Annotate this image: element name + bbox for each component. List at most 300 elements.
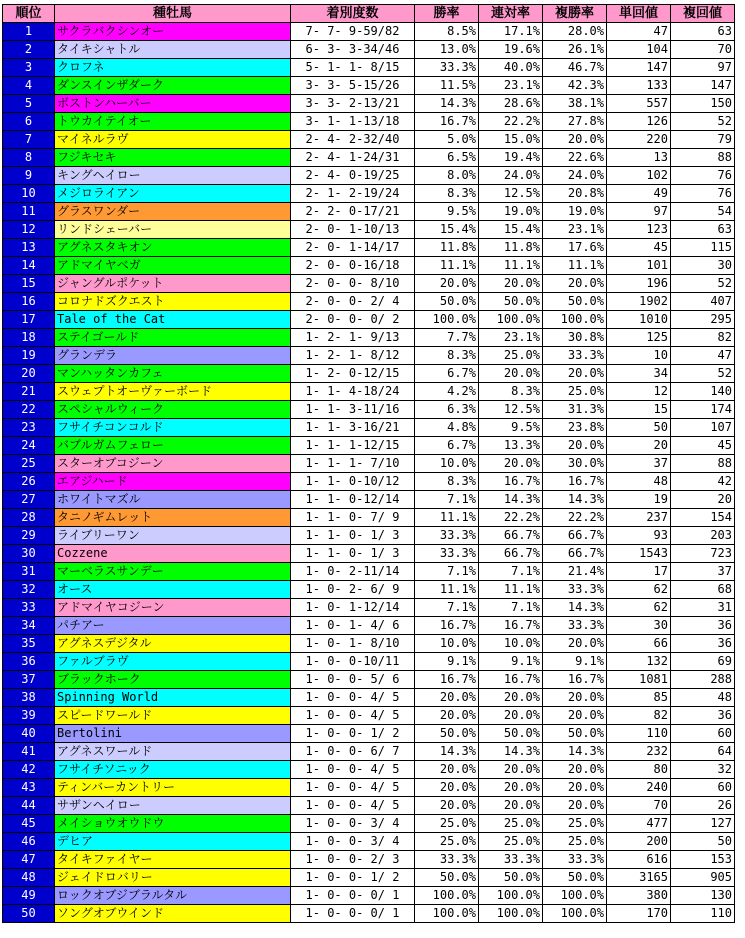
win-return-cell: 101	[607, 257, 671, 275]
record-cell: 1- 2- 0-12/15	[291, 365, 415, 383]
table-row	[3, 59, 735, 77]
show-rate-cell: 50.0%	[543, 725, 607, 743]
show-return-cell: 52	[671, 275, 735, 293]
rank-cell: 40	[3, 725, 55, 743]
show-rate-cell: 14.3%	[543, 599, 607, 617]
header-rank: 順位	[3, 5, 55, 23]
quinella-rate-cell: 25.0%	[479, 347, 543, 365]
show-rate-cell: 19.0%	[543, 203, 607, 221]
win-rate-cell: 20.0%	[415, 761, 479, 779]
table-row	[3, 527, 735, 545]
win-return-cell: 200	[607, 833, 671, 851]
table-row	[3, 743, 735, 761]
show-rate-cell: 33.3%	[543, 581, 607, 599]
show-return-cell: 905	[671, 869, 735, 887]
win-rate-cell: 33.3%	[415, 527, 479, 545]
win-rate-cell: 100.0%	[415, 905, 479, 923]
rank-cell: 8	[3, 149, 55, 167]
show-return-cell: 115	[671, 239, 735, 257]
show-rate-cell: 20.0%	[543, 797, 607, 815]
win-return-cell: 477	[607, 815, 671, 833]
sire-name-cell: アグネスデジタル	[55, 635, 291, 653]
win-rate-cell: 33.3%	[415, 851, 479, 869]
record-cell: 1- 0- 1- 8/10	[291, 635, 415, 653]
win-return-cell: 380	[607, 887, 671, 905]
table-row	[3, 779, 735, 797]
record-cell: 1- 2- 1- 8/12	[291, 347, 415, 365]
table-row	[3, 599, 735, 617]
quinella-rate-cell: 20.0%	[479, 707, 543, 725]
win-rate-cell: 7.1%	[415, 491, 479, 509]
show-return-cell: 70	[671, 41, 735, 59]
win-rate-cell: 11.5%	[415, 77, 479, 95]
quinella-rate-cell: 19.4%	[479, 149, 543, 167]
win-return-cell: 133	[607, 77, 671, 95]
table-row	[3, 797, 735, 815]
sire-name-cell: デヒア	[55, 833, 291, 851]
win-rate-cell: 25.0%	[415, 833, 479, 851]
record-cell: 1- 0- 1- 4/ 6	[291, 617, 415, 635]
sire-name-cell: スターオブコジーン	[55, 455, 291, 473]
sire-name-cell: ソングオブウインド	[55, 905, 291, 923]
rank-cell: 19	[3, 347, 55, 365]
record-cell: 1- 1- 0- 1/ 3	[291, 527, 415, 545]
quinella-rate-cell: 14.3%	[479, 491, 543, 509]
sire-name-cell: オース	[55, 581, 291, 599]
win-rate-cell: 14.3%	[415, 95, 479, 113]
sire-name-cell: フサイチコンコルド	[55, 419, 291, 437]
win-return-cell: 232	[607, 743, 671, 761]
show-rate-cell: 17.6%	[543, 239, 607, 257]
win-rate-cell: 8.5%	[415, 23, 479, 41]
show-return-cell: 68	[671, 581, 735, 599]
rank-cell: 25	[3, 455, 55, 473]
win-rate-cell: 7.7%	[415, 329, 479, 347]
win-return-cell: 10	[607, 347, 671, 365]
show-return-cell: 45	[671, 437, 735, 455]
sire-name-cell: スウェプトオーヴァーボード	[55, 383, 291, 401]
record-cell: 3- 3- 2-13/21	[291, 95, 415, 113]
win-rate-cell: 100.0%	[415, 887, 479, 905]
win-rate-cell: 16.7%	[415, 113, 479, 131]
table-row	[3, 437, 735, 455]
sire-name-cell: ジャングルポケット	[55, 275, 291, 293]
sire-name-cell: ダンスインザダーク	[55, 77, 291, 95]
win-return-cell: 62	[607, 599, 671, 617]
rank-cell: 18	[3, 329, 55, 347]
win-return-cell: 93	[607, 527, 671, 545]
show-rate-cell: 38.1%	[543, 95, 607, 113]
header-win-return: 単回値	[607, 5, 671, 23]
rank-cell: 6	[3, 113, 55, 131]
quinella-rate-cell: 14.3%	[479, 743, 543, 761]
sire-name-cell: ジェイドロバリー	[55, 869, 291, 887]
rank-cell: 42	[3, 761, 55, 779]
sire-name-cell: グランデラ	[55, 347, 291, 365]
show-rate-cell: 27.8%	[543, 113, 607, 131]
show-rate-cell: 30.0%	[543, 455, 607, 473]
rank-cell: 46	[3, 833, 55, 851]
show-return-cell: 36	[671, 635, 735, 653]
show-rate-cell: 20.0%	[543, 437, 607, 455]
rank-cell: 5	[3, 95, 55, 113]
rank-cell: 22	[3, 401, 55, 419]
win-return-cell: 3165	[607, 869, 671, 887]
win-rate-cell: 8.3%	[415, 347, 479, 365]
record-cell: 1- 1- 0-10/12	[291, 473, 415, 491]
sire-name-cell: ロックオブジブラルタル	[55, 887, 291, 905]
sire-name-cell: Tale of the Cat	[55, 311, 291, 329]
rank-cell: 48	[3, 869, 55, 887]
table-row	[3, 167, 735, 185]
record-cell: 2- 0- 1-14/17	[291, 239, 415, 257]
record-cell: 1- 0- 0- 2/ 3	[291, 851, 415, 869]
win-rate-cell: 20.0%	[415, 707, 479, 725]
show-rate-cell: 100.0%	[543, 905, 607, 923]
win-return-cell: 1081	[607, 671, 671, 689]
win-return-cell: 15	[607, 401, 671, 419]
win-return-cell: 125	[607, 329, 671, 347]
win-return-cell: 50	[607, 419, 671, 437]
quinella-rate-cell: 20.0%	[479, 275, 543, 293]
quinella-rate-cell: 16.7%	[479, 671, 543, 689]
show-rate-cell: 42.3%	[543, 77, 607, 95]
win-rate-cell: 11.1%	[415, 581, 479, 599]
show-return-cell: 26	[671, 797, 735, 815]
rank-cell: 15	[3, 275, 55, 293]
win-return-cell: 1010	[607, 311, 671, 329]
sire-name-cell: スペシャルウィーク	[55, 401, 291, 419]
show-return-cell: 127	[671, 815, 735, 833]
table-row	[3, 347, 735, 365]
show-rate-cell: 16.7%	[543, 473, 607, 491]
win-rate-cell: 8.3%	[415, 185, 479, 203]
win-rate-cell: 20.0%	[415, 779, 479, 797]
show-return-cell: 63	[671, 23, 735, 41]
quinella-rate-cell: 19.6%	[479, 41, 543, 59]
show-return-cell: 407	[671, 293, 735, 311]
table-row	[3, 509, 735, 527]
show-rate-cell: 100.0%	[543, 311, 607, 329]
record-cell: 1- 0- 0- 5/ 6	[291, 671, 415, 689]
win-return-cell: 237	[607, 509, 671, 527]
win-return-cell: 123	[607, 221, 671, 239]
table-body	[3, 23, 735, 923]
show-return-cell: 50	[671, 833, 735, 851]
sire-name-cell: グラスワンダー	[55, 203, 291, 221]
rank-cell: 26	[3, 473, 55, 491]
rank-cell: 33	[3, 599, 55, 617]
table-row	[3, 671, 735, 689]
record-cell: 1- 0- 0- 1/ 2	[291, 725, 415, 743]
table-row	[3, 653, 735, 671]
quinella-rate-cell: 50.0%	[479, 293, 543, 311]
show-return-cell: 69	[671, 653, 735, 671]
record-cell: 1- 0- 0- 4/ 5	[291, 779, 415, 797]
quinella-rate-cell: 20.0%	[479, 455, 543, 473]
show-return-cell: 37	[671, 563, 735, 581]
record-cell: 3- 1- 1-13/18	[291, 113, 415, 131]
quinella-rate-cell: 8.3%	[479, 383, 543, 401]
show-return-cell: 79	[671, 131, 735, 149]
sire-name-cell: タイキファイヤー	[55, 851, 291, 869]
quinella-rate-cell: 22.2%	[479, 509, 543, 527]
show-return-cell: 130	[671, 887, 735, 905]
record-cell: 1- 1- 0- 7/ 9	[291, 509, 415, 527]
header-show-rate: 複勝率	[543, 5, 607, 23]
show-rate-cell: 100.0%	[543, 887, 607, 905]
show-rate-cell: 46.7%	[543, 59, 607, 77]
win-return-cell: 196	[607, 275, 671, 293]
show-return-cell: 36	[671, 707, 735, 725]
record-cell: 6- 3- 3-34/46	[291, 41, 415, 59]
table-row	[3, 419, 735, 437]
show-rate-cell: 33.3%	[543, 851, 607, 869]
win-rate-cell: 20.0%	[415, 275, 479, 293]
quinella-rate-cell: 20.0%	[479, 797, 543, 815]
quinella-rate-cell: 19.0%	[479, 203, 543, 221]
table-row	[3, 473, 735, 491]
table-row	[3, 689, 735, 707]
show-return-cell: 52	[671, 365, 735, 383]
quinella-rate-cell: 15.0%	[479, 131, 543, 149]
win-return-cell: 104	[607, 41, 671, 59]
table-row	[3, 149, 735, 167]
table-row	[3, 635, 735, 653]
table-row	[3, 275, 735, 293]
show-return-cell: 32	[671, 761, 735, 779]
record-cell: 1- 0- 0- 3/ 4	[291, 815, 415, 833]
record-cell: 7- 7- 9-59/82	[291, 23, 415, 41]
table-row	[3, 41, 735, 59]
sire-name-cell: アドマイヤベガ	[55, 257, 291, 275]
show-rate-cell: 30.8%	[543, 329, 607, 347]
win-rate-cell: 6.7%	[415, 437, 479, 455]
show-return-cell: 47	[671, 347, 735, 365]
quinella-rate-cell: 17.1%	[479, 23, 543, 41]
show-return-cell: 147	[671, 77, 735, 95]
show-return-cell: 30	[671, 257, 735, 275]
win-return-cell: 45	[607, 239, 671, 257]
record-cell: 1- 0- 1-12/14	[291, 599, 415, 617]
win-return-cell: 170	[607, 905, 671, 923]
sire-name-cell: ボストンハーバー	[55, 95, 291, 113]
rank-cell: 29	[3, 527, 55, 545]
quinella-rate-cell: 100.0%	[479, 887, 543, 905]
show-return-cell: 88	[671, 455, 735, 473]
quinella-rate-cell: 11.1%	[479, 257, 543, 275]
rank-cell: 44	[3, 797, 55, 815]
record-cell: 5- 1- 1- 8/15	[291, 59, 415, 77]
record-cell: 1- 0- 0- 4/ 5	[291, 707, 415, 725]
quinella-rate-cell: 16.7%	[479, 617, 543, 635]
table-row	[3, 185, 735, 203]
table-row	[3, 491, 735, 509]
show-return-cell: 203	[671, 527, 735, 545]
rank-cell: 7	[3, 131, 55, 149]
record-cell: 1- 0- 0- 0/ 1	[291, 887, 415, 905]
win-rate-cell: 5.0%	[415, 131, 479, 149]
show-return-cell: 36	[671, 617, 735, 635]
rank-cell: 28	[3, 509, 55, 527]
record-cell: 1- 0- 0- 4/ 5	[291, 797, 415, 815]
rank-cell: 1	[3, 23, 55, 41]
quinella-rate-cell: 9.5%	[479, 419, 543, 437]
quinella-rate-cell: 28.6%	[479, 95, 543, 113]
sire-name-cell: フサイチソニック	[55, 761, 291, 779]
record-cell: 1- 0- 2- 6/ 9	[291, 581, 415, 599]
show-rate-cell: 20.8%	[543, 185, 607, 203]
table-row	[3, 365, 735, 383]
sire-name-cell: Spinning World	[55, 689, 291, 707]
win-return-cell: 80	[607, 761, 671, 779]
record-cell: 2- 4- 0-19/25	[291, 167, 415, 185]
table-row	[3, 329, 735, 347]
table-row	[3, 725, 735, 743]
win-return-cell: 34	[607, 365, 671, 383]
show-return-cell: 20	[671, 491, 735, 509]
table-row	[3, 221, 735, 239]
record-cell: 1- 0- 0- 4/ 5	[291, 761, 415, 779]
rank-cell: 10	[3, 185, 55, 203]
quinella-rate-cell: 66.7%	[479, 527, 543, 545]
table-row	[3, 113, 735, 131]
show-return-cell: 140	[671, 383, 735, 401]
sire-name-cell: リンドシェーバー	[55, 221, 291, 239]
rank-cell: 13	[3, 239, 55, 257]
table-row	[3, 707, 735, 725]
rank-cell: 4	[3, 77, 55, 95]
show-return-cell: 153	[671, 851, 735, 869]
win-return-cell: 110	[607, 725, 671, 743]
record-cell: 1- 0- 0- 4/ 5	[291, 689, 415, 707]
rank-cell: 21	[3, 383, 55, 401]
show-rate-cell: 23.1%	[543, 221, 607, 239]
quinella-rate-cell: 7.1%	[479, 599, 543, 617]
show-rate-cell: 28.0%	[543, 23, 607, 41]
win-return-cell: 85	[607, 689, 671, 707]
win-return-cell: 12	[607, 383, 671, 401]
sire-name-cell: ブラックホーク	[55, 671, 291, 689]
sire-name-cell: ファルブラヴ	[55, 653, 291, 671]
table-row	[3, 131, 735, 149]
sire-name-cell: パチアー	[55, 617, 291, 635]
win-return-cell: 616	[607, 851, 671, 869]
rank-cell: 31	[3, 563, 55, 581]
win-return-cell: 20	[607, 437, 671, 455]
record-cell: 1- 1- 4-18/24	[291, 383, 415, 401]
table-row	[3, 77, 735, 95]
win-return-cell: 37	[607, 455, 671, 473]
quinella-rate-cell: 23.1%	[479, 329, 543, 347]
show-return-cell: 64	[671, 743, 735, 761]
quinella-rate-cell: 12.5%	[479, 185, 543, 203]
sire-name-cell: ティンバーカントリー	[55, 779, 291, 797]
rank-cell: 3	[3, 59, 55, 77]
show-return-cell: 154	[671, 509, 735, 527]
rank-cell: 11	[3, 203, 55, 221]
rank-cell: 37	[3, 671, 55, 689]
win-rate-cell: 4.2%	[415, 383, 479, 401]
show-rate-cell: 20.0%	[543, 635, 607, 653]
show-rate-cell: 22.2%	[543, 509, 607, 527]
win-rate-cell: 6.5%	[415, 149, 479, 167]
quinella-rate-cell: 7.1%	[479, 563, 543, 581]
sire-name-cell: マイネルラヴ	[55, 131, 291, 149]
quinella-rate-cell: 50.0%	[479, 725, 543, 743]
quinella-rate-cell: 33.3%	[479, 851, 543, 869]
record-cell: 2- 2- 0-17/21	[291, 203, 415, 221]
record-cell: 1- 0- 0- 6/ 7	[291, 743, 415, 761]
record-cell: 1- 1- 1- 7/10	[291, 455, 415, 473]
record-cell: 2- 0- 1-10/13	[291, 221, 415, 239]
win-rate-cell: 25.0%	[415, 815, 479, 833]
win-rate-cell: 10.0%	[415, 455, 479, 473]
show-rate-cell: 23.8%	[543, 419, 607, 437]
show-rate-cell: 14.3%	[543, 743, 607, 761]
show-return-cell: 723	[671, 545, 735, 563]
rank-cell: 43	[3, 779, 55, 797]
rank-cell: 50	[3, 905, 55, 923]
win-rate-cell: 33.3%	[415, 545, 479, 563]
record-cell: 1- 1- 3-16/21	[291, 419, 415, 437]
show-return-cell: 76	[671, 167, 735, 185]
record-cell: 3- 3- 5-15/26	[291, 77, 415, 95]
show-rate-cell: 20.0%	[543, 689, 607, 707]
win-return-cell: 66	[607, 635, 671, 653]
win-return-cell: 147	[607, 59, 671, 77]
show-rate-cell: 25.0%	[543, 383, 607, 401]
win-return-cell: 49	[607, 185, 671, 203]
show-rate-cell: 33.3%	[543, 617, 607, 635]
sire-name-cell: ステイゴールド	[55, 329, 291, 347]
show-return-cell: 60	[671, 725, 735, 743]
quinella-rate-cell: 10.0%	[479, 635, 543, 653]
show-return-cell: 31	[671, 599, 735, 617]
sire-name-cell: トウカイテイオー	[55, 113, 291, 131]
win-return-cell: 17	[607, 563, 671, 581]
show-return-cell: 54	[671, 203, 735, 221]
win-rate-cell: 11.8%	[415, 239, 479, 257]
show-return-cell: 97	[671, 59, 735, 77]
rank-cell: 39	[3, 707, 55, 725]
win-rate-cell: 6.3%	[415, 401, 479, 419]
table-row	[3, 383, 735, 401]
show-return-cell: 63	[671, 221, 735, 239]
sire-name-cell: コロナドズクエスト	[55, 293, 291, 311]
win-return-cell: 62	[607, 581, 671, 599]
sire-name-cell: サザンヘイロー	[55, 797, 291, 815]
record-cell: 1- 0- 0- 1/ 2	[291, 869, 415, 887]
sire-name-cell: アドマイヤコジーン	[55, 599, 291, 617]
show-return-cell: 82	[671, 329, 735, 347]
record-cell: 1- 0- 0- 3/ 4	[291, 833, 415, 851]
show-return-cell: 174	[671, 401, 735, 419]
record-cell: 2- 4- 1-24/31	[291, 149, 415, 167]
show-return-cell: 88	[671, 149, 735, 167]
win-rate-cell: 4.8%	[415, 419, 479, 437]
table-row	[3, 617, 735, 635]
sire-name-cell: ホワイトマズル	[55, 491, 291, 509]
sire-ranking-table	[2, 4, 735, 923]
record-cell: 2- 0- 0- 2/ 4	[291, 293, 415, 311]
quinella-rate-cell: 13.3%	[479, 437, 543, 455]
show-return-cell: 42	[671, 473, 735, 491]
rank-cell: 16	[3, 293, 55, 311]
sire-name-cell: アグネスタキオン	[55, 239, 291, 257]
show-return-cell: 76	[671, 185, 735, 203]
table-row	[3, 95, 735, 113]
